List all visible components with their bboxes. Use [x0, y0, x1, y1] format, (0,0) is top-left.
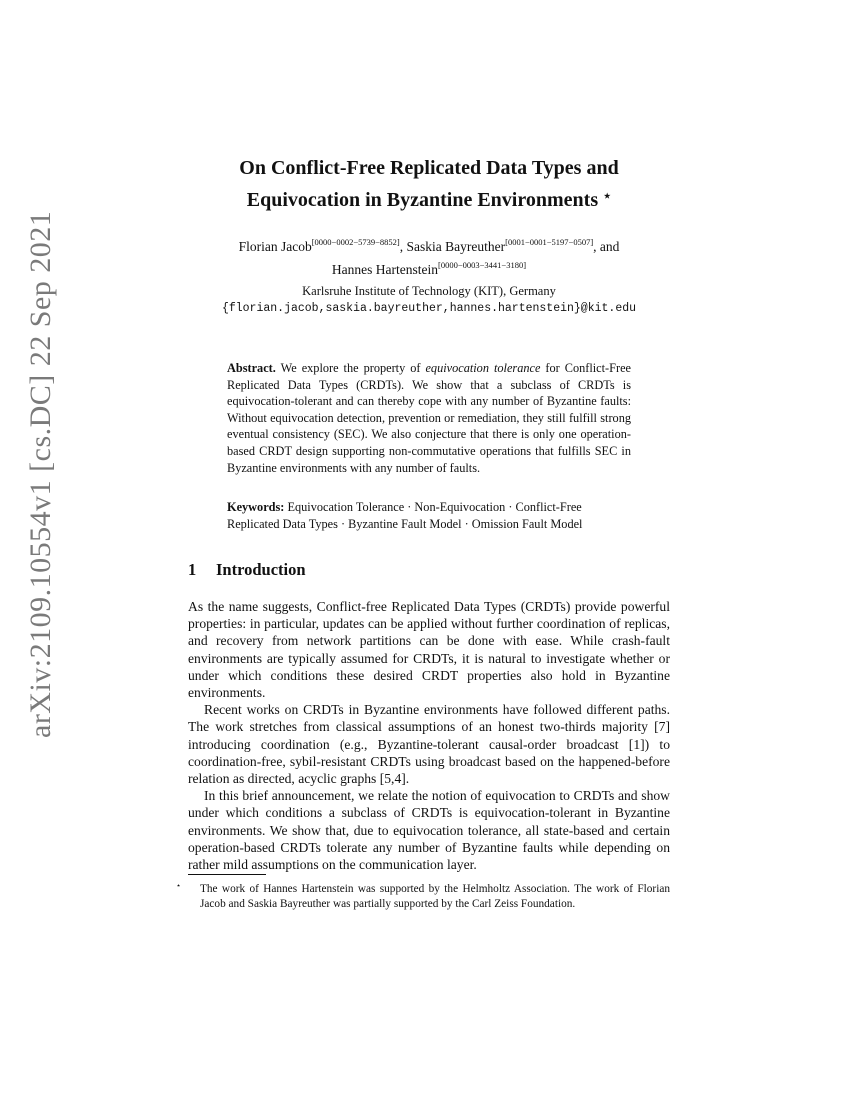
abstract-label: Abstract. — [227, 361, 276, 375]
keywords — [227, 499, 631, 532]
author-name: Saskia Bayreuther — [406, 239, 506, 254]
author-name: Hannes Hartenstein — [331, 262, 439, 277]
introduction-body — [188, 598, 670, 873]
section-heading — [188, 560, 306, 580]
footnote-text: The work of Hannes Hartenstein was supported by the Helmholtz Association. The work of Florian Jacob and Saskia Bayreuther was partially supported by the Carl Zeiss Foundation. — [200, 883, 670, 910]
author-separator: , and — [593, 239, 620, 254]
author-emails[interactable]: {florian.jacob,saskia.bayreuther,hannes.hartenstein}@kit.edu — [221, 302, 637, 315]
abstract-text-start: We explore the property of — [280, 361, 421, 375]
author-orcid[interactable]: [0001−0001−5197−0507] — [505, 237, 594, 247]
keywords-text: Equivocation Tolerance · Non-Equivocation · Conflict-Free Replicated Data Types · Byzantine Fault Model · Omission Fault Model — [227, 500, 583, 531]
paragraph: In this brief announcement, we relate the notion of equivocation to CRDTs and show under which conditions a subclass of CRDTs is equivocation-tolerant in Byzantine environments. We show that, due to equivocation tolerance, all state-based and certain operation-based CRDTs tolerate any number of Byzantine faults while depending on rather mild assumptions on the communication layer. — [188, 788, 670, 873]
paper-title — [188, 155, 670, 214]
title-line-1: On Conflict-Free Replicated Data Types and — [239, 157, 619, 179]
author-orcid[interactable]: [0000−0002−5739−8852] — [311, 237, 400, 247]
section-title: Introduction — [216, 560, 306, 579]
paragraph: As the name suggests, Conflict-free Replicated Data Types (CRDTs) provide powerful properties: in particular, updates can be applied without further coordination of replicas, and recovery from network partitions can be done with ease. While crash-fault environments are typically assumed for CRDTs, it is natural to investigate whether or under which conditions these desired CRDT properties also hold in Byzantine environments. — [188, 599, 670, 701]
arxiv-identifier-stamp: arXiv:2109.10554v1 [cs.DC] 22 Sep 2021 — [24, 210, 57, 738]
affiliation — [188, 283, 670, 317]
footnote — [176, 878, 670, 912]
author-separator: , — [399, 239, 407, 254]
keywords-label: Keywords: — [227, 500, 285, 514]
footnote-divider — [188, 874, 266, 875]
paragraph: Recent works on CRDTs in Byzantine environments have followed different paths. The work stretches from classical assumptions of an honest two-thirds majority [7] introducing coordination (e.g., Byzantine-tolerant causal-order broadcast [1]) to coordination-free, sybil-resistant CRDTs using broadcast based on the happened-before relation as directed, acyclic graphs [5,4]. — [188, 702, 670, 787]
section-number: 1 — [188, 560, 197, 579]
author-list — [188, 233, 670, 279]
author-orcid[interactable]: [0000−0003−3441−3180] — [438, 260, 527, 270]
institute-name: Karlsruhe Institute of Technology (KIT), Germany — [302, 284, 556, 298]
title-line-2-text: Equivocation in Byzantine Environments — [246, 189, 599, 211]
abstract — [227, 360, 631, 476]
abstract-emphasis: equivocation tolerance — [425, 361, 541, 375]
title-footnote-star[interactable]: ⋆ — [603, 188, 612, 203]
title-line-2 — [188, 182, 670, 214]
abstract-text-rest: for Conflict-Free Replicated Data Types (CRDTs). We show that a subclass of CRDTs is equivocation-tolerant and can thereby cope with any number of Byzantine faults: Without equivocation detection, prevention or remediation, they still fulfill strong eventual consistency (SEC). We also conjecture that there is only one operation-based CRDT design supporting non-commutative operations that fulfills SEC in Byzantine environments with any number of faults. — [227, 361, 631, 475]
author-name: Florian Jacob — [238, 239, 312, 254]
footnote-mark: ⋆ — [176, 881, 182, 890]
